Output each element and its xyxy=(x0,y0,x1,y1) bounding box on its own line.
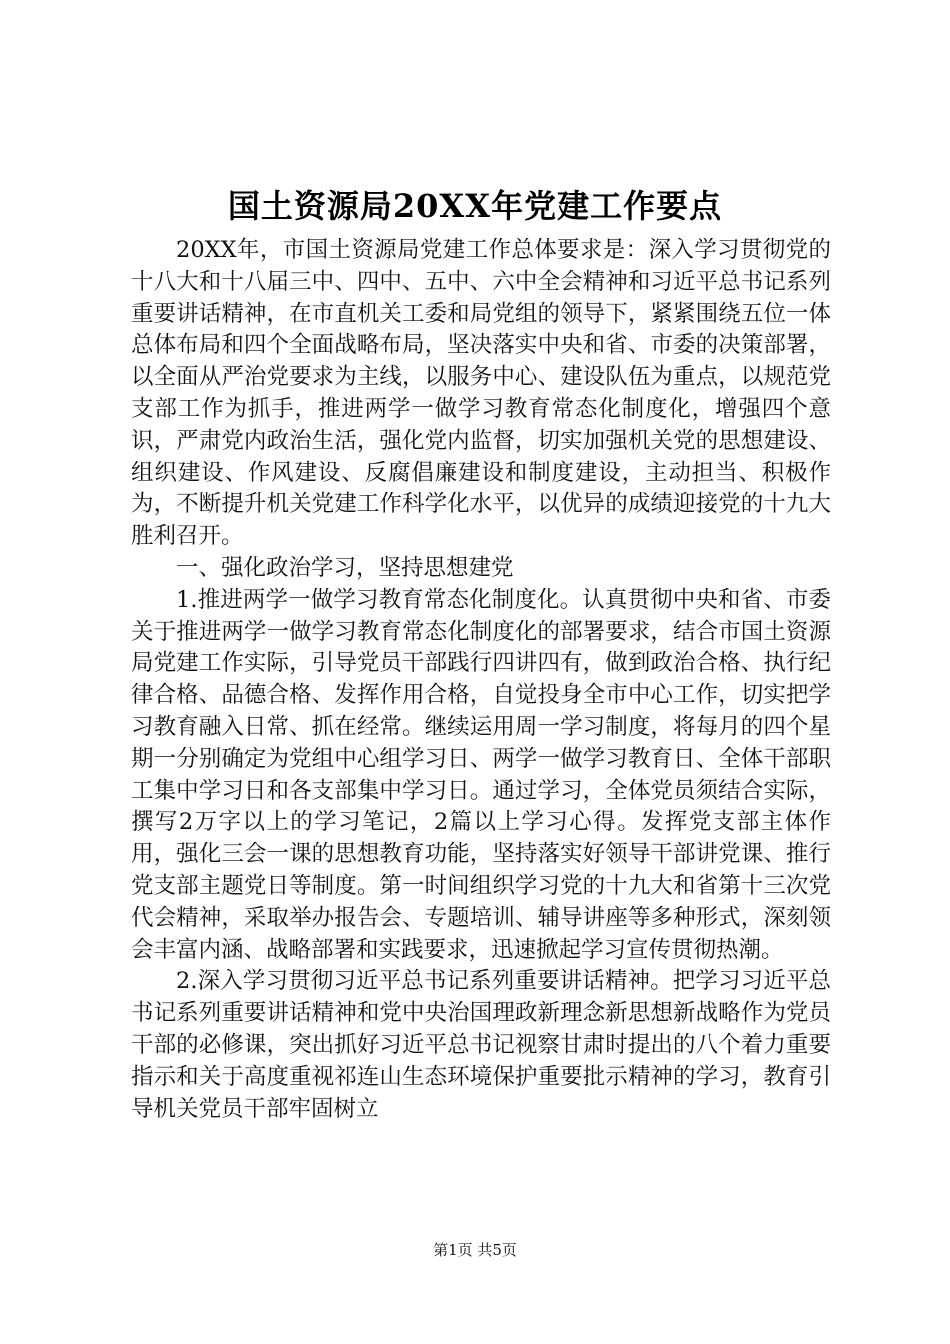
document-body xyxy=(131,235,831,1125)
document-title: 国土资源局20XX年党建工作要点 xyxy=(227,187,723,225)
section-heading: 一、强化政治学习，坚持思想建党 xyxy=(176,554,514,581)
item-paragraph-2: 2.深入学习贯彻习近平总书记系列重要讲话精神。把学习习近平总书记系列重要讲话精神和党中央治国理政新理念新思想新战略作为党员干部的必修课，突出抓好习近平总书记视察甘肃时提出的八个着力重要指示和关于高度重视祁连山生态环境保护重要批示精神的学习，教育引导机关党员干部牢固树立 xyxy=(131,968,831,1122)
item-paragraph-1: 1.推进两学一做学习教育常态化制度化。认真贯彻中央和省、市委关于推进两学一做学习教育常态化制度化的部署要求，结合市国土资源局党建工作实际，引导党员干部践行四讲四有，做到政治合格、执行纪律合格、品德合格、发挥作用合格，自觉投身全市中心工作，切实把学习教育融入日常、抓在经常。继续运用周一学习制度，将每月的四个星期一分别确定为党组中心组学习日、两学一做学习教育日、全体干部职工集中学习日和各支部集中学习日。通过学习，全体党员须结合实际，撰写2万字以上的学习笔记，2篇以上学习心得。发挥党支部主体作用，强化三会一课的思想教育功能，坚持落实好领导干部讲党课、推行党支部主题党日等制度。第一时间组织学习党的十九大和省第十三次党代会精神，采取举办报告会、专题培训、辅导讲座等多种形式，深刻领会丰富内涵、战略部署和实践要求，迅速掀起学习宣传贯彻热潮。 xyxy=(131,586,831,963)
intro-paragraph: 20XX年，市国土资源局党建工作总体要求是：深入学习贯彻党的十八大和十八届三中、四中、五中、六中全会精神和习近平总书记系列重要讲话精神，在市直机关工委和局党组的领导下，紧紧围绕五位一体总体布局和四个全面战略布局，坚决落实中央和省、市委的决策部署，以全面从严治党要求为主线，以服务中心、建设队伍为重点，以规范党支部工作为抓手，推进两学一做学习教育常态化制度化，增强四个意识，严肃党内政治生活，强化党内监督，切实加强机关党的思想建设、组织建设、作风建设、反腐倡廉建设和制度建设，主动担当、积极作为，不断提升机关党建工作科学化水平，以优异的成绩迎接党的十九大胜利召开。 xyxy=(131,237,831,550)
page-footer: 第1页 共5页 xyxy=(433,1241,517,1259)
